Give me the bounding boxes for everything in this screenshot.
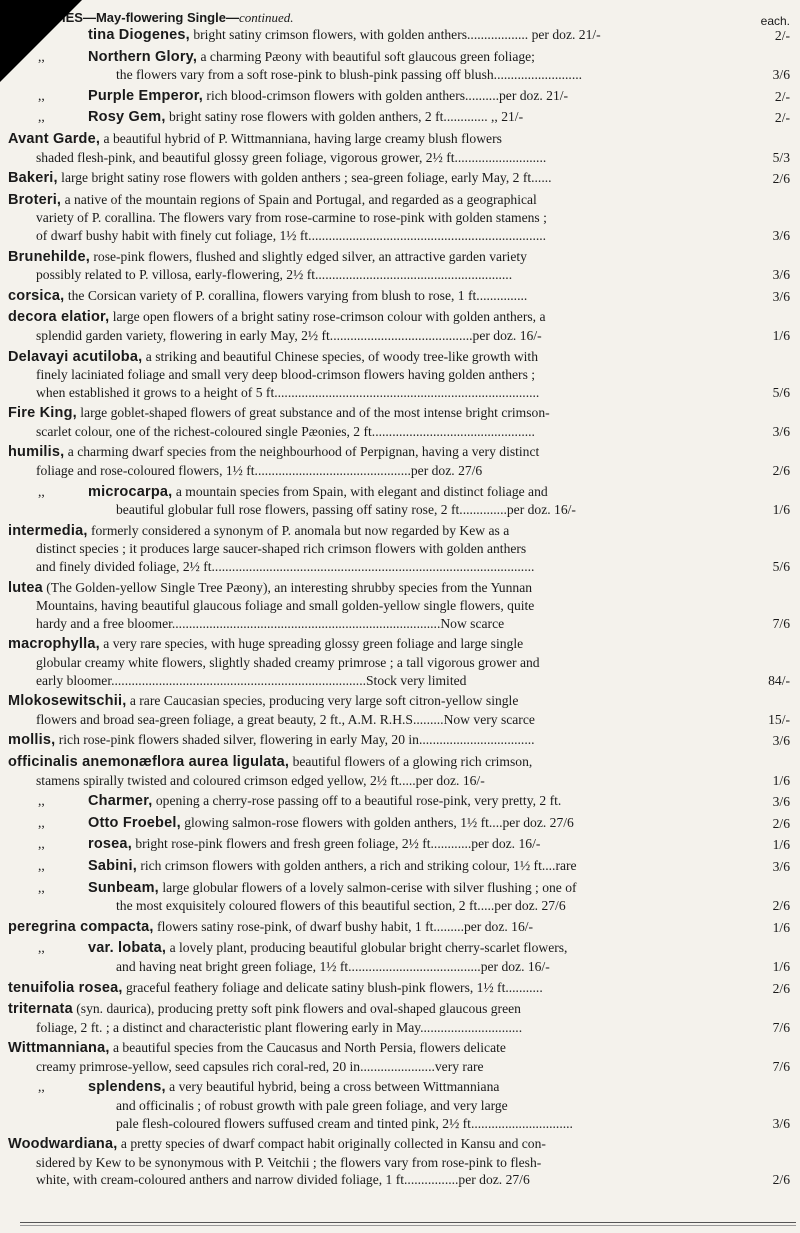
price-each: 2/6	[772, 1172, 790, 1188]
description-text: a mountain species from Spain, with elegant and distinct foliage and	[175, 483, 548, 499]
catalogue-entry	[8, 692, 790, 728]
plant-name: triternata	[8, 1001, 73, 1018]
entry-first-line	[8, 792, 734, 811]
plant-name: Northern Glory,	[88, 48, 198, 65]
plant-name: rosea,	[88, 836, 132, 853]
entry-description-line	[8, 1115, 734, 1133]
description-text: creamy primrose-yellow, seed capsules rich coral-red, 20 in......................very rare	[36, 1058, 484, 1074]
price-each: 2/-	[774, 88, 790, 104]
price-each: 2/6	[772, 815, 790, 831]
entry-first-line	[8, 87, 734, 106]
plant-name: macrophylla,	[8, 636, 100, 653]
description-text: finely laciniated foliage and small very deep blood-crimson flowers having golden anthers ;	[36, 367, 536, 383]
price-each: 3/6	[772, 858, 790, 874]
catalogue-entry	[8, 635, 790, 689]
entry-first-line	[8, 522, 734, 541]
entry-first-line	[8, 48, 734, 67]
price-each: 3/6	[772, 794, 790, 810]
entry-description-line	[8, 209, 734, 227]
description-text: (The Golden-yellow Single Tree Pæony), an interesting shrubby species from the Yunnan	[46, 579, 533, 595]
entry-description-line	[8, 149, 734, 167]
ditto-mark: ,,	[38, 1079, 45, 1095]
price-each: 7/6	[772, 615, 790, 631]
price-each: 1/6	[772, 837, 790, 853]
price-each: 7/6	[772, 1058, 790, 1074]
description-text: a pretty species of dwarf compact habit originally collected in Kansu and con-	[120, 1136, 546, 1152]
plant-name: Broteri,	[8, 191, 62, 208]
entry-first-line	[8, 191, 734, 210]
entry-first-line	[8, 248, 734, 267]
catalogue-entry	[8, 753, 790, 789]
price-each: 3/6	[772, 67, 790, 83]
plant-name: Fire King,	[8, 405, 77, 422]
entry-first-line	[8, 443, 734, 462]
ditto-mark: ,,	[38, 793, 45, 809]
price-each: 3/6	[772, 733, 790, 749]
price-each: 1/6	[772, 772, 790, 788]
description-text: bright rose-pink flowers and fresh green foliage, 2½ ft............per doz. 16/-	[135, 836, 541, 852]
description-text: bright satiny crimson flowers, with golden anthers.................. per doz. 21/-	[193, 27, 601, 42]
entry-first-line	[8, 108, 734, 127]
description-text: rich rose-pink flowers shaded silver, flowering in early May, 20 in..................................	[58, 732, 535, 748]
entry-description-line	[8, 462, 734, 480]
catalogue-entry	[8, 918, 790, 937]
catalogue-entry	[8, 169, 790, 188]
entry-description-line	[8, 672, 734, 690]
ditto-mark: ,,	[38, 483, 45, 499]
plant-name: intermedia,	[8, 522, 88, 539]
price-each: 1/6	[772, 958, 790, 974]
price-each: 3/6	[772, 288, 790, 304]
catalogue-entry	[8, 857, 790, 876]
description-text: sidered by Kew to be synonymous with P. Veitchii ; the flowers vary from rose-pink to flesh-	[36, 1154, 542, 1170]
price-each: 2/-	[774, 28, 790, 43]
entry-description-line	[8, 1019, 734, 1037]
plant-name: Sunbeam,	[88, 879, 159, 896]
description-text: bright satiny rose flowers with golden anthers, 2 ft............. ,, 21/-	[168, 109, 524, 125]
description-text: beautiful flowers of a glowing rich crimson,	[292, 753, 533, 769]
entry-first-line	[8, 1000, 734, 1019]
plant-name: Delavayi acutiloba,	[8, 348, 143, 365]
description-text: rich blood-crimson flowers with golden anthers..........per doz. 21/-	[206, 87, 569, 103]
price-each: 3/6	[772, 267, 790, 283]
catalogue-entry	[8, 348, 790, 402]
catalogue-entry	[8, 814, 790, 833]
catalogue-entry	[8, 287, 790, 306]
entry-first-line	[8, 308, 734, 327]
description-text: shaded flesh-pink, and beautiful glossy green foliage, vigorous grower, 2½ ft...........................	[36, 149, 547, 165]
entry-description-line	[8, 1154, 734, 1172]
description-text: stamens spirally twisted and coloured crimson edged yellow, 2½ ft.....per doz. 16/-	[36, 772, 485, 788]
catalogue-entry	[8, 404, 790, 440]
entry-description-line	[8, 558, 734, 576]
plant-name: Woodwardiana,	[8, 1136, 118, 1153]
description-text: large open flowers of a bright satiny rose-crimson colour with golden anthers, a	[112, 309, 546, 325]
entry-description-line	[8, 423, 734, 441]
description-text: a charming dwarf species from the neighbourhood of Perpignan, having a very distinct	[67, 444, 540, 460]
catalogue-entry	[8, 248, 790, 284]
description-text: beautiful globular full rose flowers, passing off satiny rose, 2 ft..............per doz. 16/-	[116, 502, 576, 518]
plant-name: Charmer,	[88, 793, 153, 810]
entry-description-line	[8, 654, 734, 672]
catalogue-entry	[8, 1135, 790, 1189]
entry-first-line	[8, 1078, 734, 1097]
catalogue-entry	[8, 443, 790, 479]
description-text: opening a cherry-rose passing off to a beautiful rose-pink, very pretty, 2 ft.	[155, 793, 562, 809]
description-text: splendid garden variety, flowering in early May, 2½ ft..........................................per doz. 16/-	[36, 327, 542, 343]
plant-name: lutea	[8, 579, 43, 596]
entry-first-line	[8, 483, 734, 502]
plant-name: Brunehilde,	[8, 248, 90, 265]
description-text: (syn. daurica), producing pretty soft pink flowers and oval-shaped glaucous green	[76, 1001, 521, 1017]
entry-first-line	[8, 348, 734, 367]
description-text: foliage and rose-coloured flowers, 1½ ft..............................................per doz. 27/6	[36, 463, 483, 479]
entry-first-line	[8, 918, 734, 937]
plant-name: Sabini,	[88, 857, 137, 874]
price-each: 3/6	[772, 227, 790, 243]
entry-description-line	[8, 772, 734, 790]
description-text: scarlet colour, one of the richest-coloured single Pæonies, 2 ft................................................	[36, 423, 535, 439]
price-each: 2/6	[772, 171, 790, 187]
catalogue-entry	[8, 522, 790, 576]
price-each: 1/6	[772, 502, 790, 518]
price-each: 3/6	[772, 423, 790, 439]
ditto-mark: ,,	[38, 814, 45, 830]
catalogue-entry	[8, 48, 790, 84]
plant-name: Bakeri,	[8, 170, 58, 187]
ditto-mark: ,,	[38, 48, 45, 64]
catalogue-page	[8, 8, 790, 1192]
catalogue-entry	[8, 579, 790, 633]
plant-name: humilis,	[8, 444, 65, 461]
description-text: of dwarf bushy habit with finely cut foliage, 1½ ft......................................................................	[36, 227, 547, 243]
entry-description-line	[8, 1097, 734, 1115]
ditto-mark: ,,	[38, 87, 45, 103]
description-text: early bloomer...........................................................................Stock very limited	[36, 672, 467, 688]
catalogue-entry	[8, 483, 790, 519]
entry-list	[8, 26, 790, 1189]
description-text: rich crimson flowers with golden anthers, a rich and striking colour, 1½ ft....rare	[140, 857, 577, 873]
price-each: 2/6	[772, 898, 790, 914]
catalogue-entry	[8, 1078, 790, 1132]
page-title: IES—May-flowering Single—continued.	[62, 10, 294, 25]
description-text: large globular flowers of a lovely salmon-cerise with silver flushing ; one of	[162, 879, 577, 895]
price-each: 5/6	[772, 559, 790, 575]
plant-name: tina Diogenes,	[88, 27, 190, 43]
entry-first-line	[8, 814, 734, 833]
plant-name: mollis,	[8, 732, 56, 749]
entry-description-line	[8, 366, 734, 384]
description-text: a beautiful hybrid of P. Wittmanniana, having large creamy blush flowers	[103, 130, 502, 146]
description-text: the most exquisitely coloured flowers of this beautiful section, 2 ft.....per doz. 27/6	[116, 898, 566, 914]
description-text: a very rare species, with huge spreading glossy green foliage and large single	[103, 636, 524, 652]
scan-corner-mark	[0, 0, 82, 82]
entry-first-line	[8, 1039, 734, 1058]
catalogue-entry	[8, 979, 790, 998]
price-each: 5/3	[772, 149, 790, 165]
ditto-mark: ,,	[38, 857, 45, 873]
price-each: 1/6	[772, 919, 790, 935]
entry-description-line	[8, 227, 734, 245]
entry-description-line	[8, 501, 734, 519]
entry-description-line	[8, 327, 734, 345]
description-text: large goblet-shaped flowers of great substance and of the most intense bright crimson-	[80, 405, 550, 421]
price-each: 2/6	[772, 980, 790, 996]
catalogue-entry	[8, 879, 790, 915]
catalogue-entry	[8, 26, 790, 45]
entry-description-line	[8, 615, 734, 633]
entry-first-line	[8, 692, 734, 711]
description-text: foliage, 2 ft. ; a distinct and characteristic plant flowering early in May..............................	[36, 1019, 523, 1035]
plant-name: Wittmanniana,	[8, 1040, 110, 1057]
entry-description-line	[8, 597, 734, 615]
description-text: distinct species ; it produces large saucer-shaped rich crimson flowers with golden anthers	[36, 541, 527, 557]
description-text: a beautiful species from the Caucasus and North Persia, flowers delicate	[112, 1040, 506, 1056]
entry-first-line	[8, 130, 734, 149]
plant-name: microcarpa,	[88, 483, 173, 500]
description-text: when established it grows to a height of 5 ft..............................................................................	[36, 384, 540, 400]
price-each: 1/6	[772, 327, 790, 343]
description-text: the flowers vary from a soft rose-pink to blush-pink passing off blush..........................	[116, 67, 583, 83]
description-text: flowers satiny rose-pink, of dwarf bushy habit, 1 ft.........per doz. 16/-	[157, 918, 534, 934]
price-each: 2/6	[772, 463, 790, 479]
entry-description-line	[8, 384, 734, 402]
entry-first-line	[8, 169, 734, 188]
price-column-heading: each.	[760, 14, 790, 28]
entry-description-line	[8, 958, 734, 976]
plant-name: splendens,	[88, 1079, 166, 1096]
entry-first-line	[8, 731, 734, 750]
description-text: white, with cream-coloured anthers and narrow divided foliage, 1 ft................per doz. 27/6	[36, 1172, 530, 1188]
plant-name: tenuifolia rosea,	[8, 979, 123, 996]
entry-first-line	[8, 939, 734, 958]
entry-first-line	[8, 26, 734, 45]
description-text: a charming Pæony with beautiful soft glaucous green foliage;	[200, 48, 535, 64]
price-each: 7/6	[772, 1019, 790, 1035]
ditto-mark: ,,	[38, 879, 45, 895]
description-text: a native of the mountain regions of Spain and Portugal, and regarded as a geographical	[64, 191, 537, 207]
entry-first-line	[8, 635, 734, 654]
catalogue-entry	[8, 731, 790, 750]
description-text: and having neat bright green foliage, 1½ ft.......................................per doz. 16/-	[116, 958, 550, 974]
ditto-mark: ,,	[38, 836, 45, 852]
entry-first-line	[8, 879, 734, 898]
catalogue-entry	[8, 130, 790, 166]
entry-description-line	[8, 1171, 734, 1189]
plant-name: var. lobata,	[88, 940, 167, 957]
ditto-mark: ,,	[38, 109, 45, 125]
description-text: variety of P. corallina. The flowers vary from rose-carmine to rose-pink with golden stamens ;	[36, 210, 547, 226]
entry-first-line	[8, 979, 734, 998]
entry-first-line	[8, 835, 734, 854]
description-text: graceful feathery foliage and delicate satiny blush-pink flowers, 1½ ft...........	[126, 979, 543, 995]
description-text: glowing salmon-rose flowers with golden anthers, 1½ ft....per doz. 27/6	[184, 814, 574, 830]
description-text: the Corsican variety of P. corallina, flowers varying from blush to rose, 1 ft...............	[67, 287, 528, 303]
catalogue-entry	[8, 792, 790, 811]
price-each: 84/-	[768, 672, 790, 688]
entry-first-line	[8, 579, 734, 598]
plant-name: corsica,	[8, 287, 65, 304]
plant-name: Avant Garde,	[8, 130, 101, 147]
price-each: 3/6	[772, 1115, 790, 1131]
price-each: 2/-	[774, 110, 790, 126]
description-text: a lovely plant, producing beautiful globular bright cherry-scarlet flowers,	[169, 940, 568, 956]
description-text: a very beautiful hybrid, being a cross between Wittmanniana	[169, 1079, 500, 1095]
catalogue-entry	[8, 1000, 790, 1036]
plant-name: Mlokosewitschii,	[8, 693, 127, 710]
catalogue-entry	[8, 1039, 790, 1075]
price-each: 5/6	[772, 384, 790, 400]
catalogue-entry	[8, 835, 790, 854]
description-text: pale flesh-coloured flowers suffused cream and tinted pink, 2½ ft..............................	[116, 1115, 573, 1131]
page-header	[8, 8, 790, 26]
catalogue-entry	[8, 87, 790, 106]
plant-name: Otto Froebel,	[88, 814, 181, 831]
price-each: 15/-	[768, 711, 790, 727]
entry-description-line	[8, 266, 734, 284]
description-text: a rare Caucasian species, producing very large soft citron-yellow single	[129, 693, 519, 709]
description-text: formerly considered a synonym of P. anomala but now regarded by Kew as a	[90, 522, 510, 538]
plant-name: decora elatior,	[8, 309, 110, 326]
ditto-mark: ,,	[38, 940, 45, 956]
description-text: large bright satiny rose flowers with golden anthers ; sea-green foliage, early May, 2 ft......	[61, 170, 552, 186]
catalogue-entry	[8, 939, 790, 975]
entry-first-line	[8, 753, 734, 772]
entry-first-line	[8, 1135, 734, 1154]
entry-description-line	[8, 540, 734, 558]
description-text: globular creamy white flowers, slightly shaded creamy primrose ; a tall vigorous grower and	[36, 655, 540, 670]
catalogue-entry	[8, 191, 790, 245]
entry-first-line	[8, 404, 734, 423]
plant-name: officinalis anemonæflora aurea ligulata,	[8, 753, 290, 770]
entry-description-line	[8, 711, 734, 729]
description-text: and officinalis ; of robust growth with pale green foliage, and very large	[116, 1098, 508, 1114]
description-text: Mountains, having beautiful glaucous foliage and small golden-yellow single flowers, quite	[36, 598, 535, 614]
entry-description-line	[8, 897, 734, 915]
entry-description-line	[8, 1058, 734, 1076]
description-text: a striking and beautiful Chinese species, of woody tree-like growth with	[145, 348, 538, 364]
catalogue-entry	[8, 108, 790, 127]
entry-first-line	[8, 287, 734, 306]
bottom-rule-secondary	[20, 1225, 796, 1226]
description-text: rose-pink flowers, flushed and slightly edged silver, an attractive garden variety	[93, 248, 527, 264]
plant-name: Rosy Gem,	[88, 109, 166, 126]
description-text: flowers and broad sea-green foliage, a great beauty, 2 ft., A.M. R.H.S.........Now very scarce	[36, 711, 535, 727]
bottom-rule	[20, 1222, 796, 1223]
description-text: hardy and a free bloomer...............................................................................Now scarce	[36, 615, 505, 631]
entry-description-line	[8, 66, 734, 84]
catalogue-entry	[8, 308, 790, 344]
description-text: possibly related to P. villosa, early-flowering, 2½ ft..........................................................	[36, 267, 513, 283]
description-text: and finely divided foliage, 2½ ft...............................................................................................	[36, 559, 535, 575]
plant-name: peregrina compacta,	[8, 918, 154, 935]
entry-first-line	[8, 857, 734, 876]
plant-name: Purple Emperor,	[88, 87, 204, 104]
